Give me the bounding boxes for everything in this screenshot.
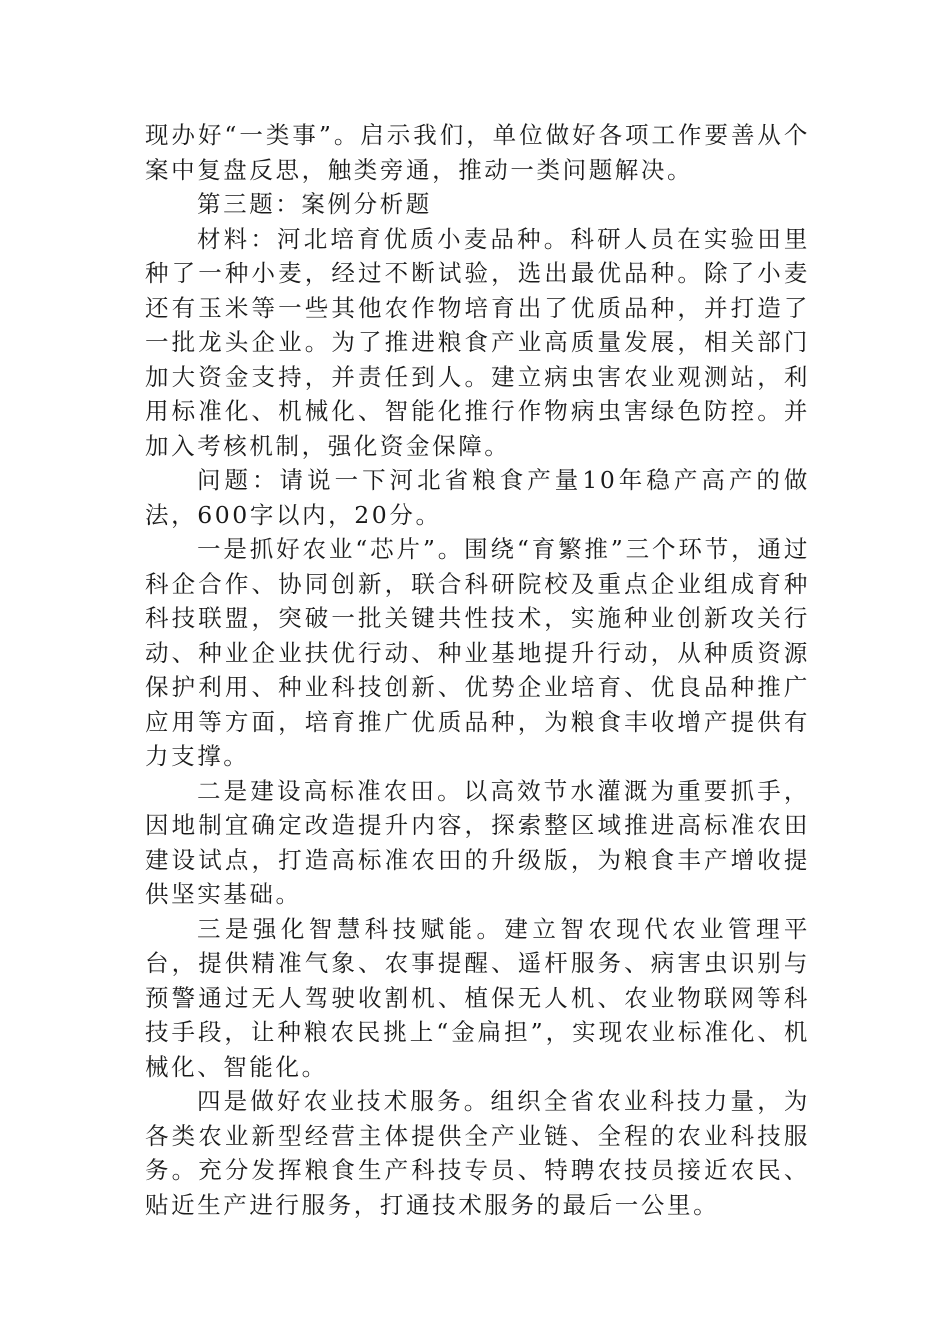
question-heading: 第三题：案例分析题 (197, 190, 432, 218)
answer-point-2: 二是建设高标准农田。以高效节水灌溉为重要抓手，因地制宜确定改造提升内容，探索整区域推进高标准农田建设试点，打造高标准农田的升级版，为粮食丰产增收提供坚实基础。 (145, 776, 810, 908)
answer-point-4: 四是做好农业技术服务。组织全省农业科技力量，为各类农业新型经营主体提供全产业链、全程的农业科技服务。充分发挥粮食生产科技专员、特聘农技员接近农民、贴近生产进行服务，打通技术服务的最后一公里。 (145, 1087, 810, 1219)
paragraph-continuation: 现办好“一类事”。启示我们，单位做好各项工作要善从个案中复盘反思，触类旁通，推动一类问题解决。 (145, 121, 810, 184)
answer-point-1: 一是抓好农业“芯片”。围绕“育繁推”三个环节，通过科企合作、协同创新，联合科研院校及重点企业组成育种科技联盟，突破一批关键共性技术，实施种业创新攻关行动、种业企业扶优行动、种业基地提升行动，从种质资源保护利用、种业科技创新、优势企业培育、优良品种推广应用等方面，培育推广优质品种，为粮食丰收增产提供有力支撑。 (145, 535, 810, 770)
material-paragraph: 材料：河北培育优质小麦品种。科研人员在实验田里种了一种小麦，经过不断试验，选出最优品种。除了小麦还有玉米等一些其他农作物培育出了优质品种，并打造了一批龙头企业。为了推进粮食产业高质量发展，相关部门加大资金支持，并责任到人。建立病虫害农业观测站，利用标准化、机械化、智能化推行作物病虫害绿色防控。并加入考核机制，强化资金保障。 (145, 224, 810, 460)
document-body (145, 118, 810, 1222)
answer-point-3: 三是强化智慧科技赋能。建立智农现代农业管理平台，提供精准气象、农事提醒、遥杆服务、病害虫识别与预警通过无人驾驶收割机、植保无人机、农业物联网等科技手段，让种粮农民挑上“金扁担”，实现农业标准化、机械化、智能化。 (145, 914, 810, 1081)
question-paragraph: 问题：请说一下河北省粮食产量10年稳产高产的做法，600字以内，20分。 (145, 466, 810, 529)
